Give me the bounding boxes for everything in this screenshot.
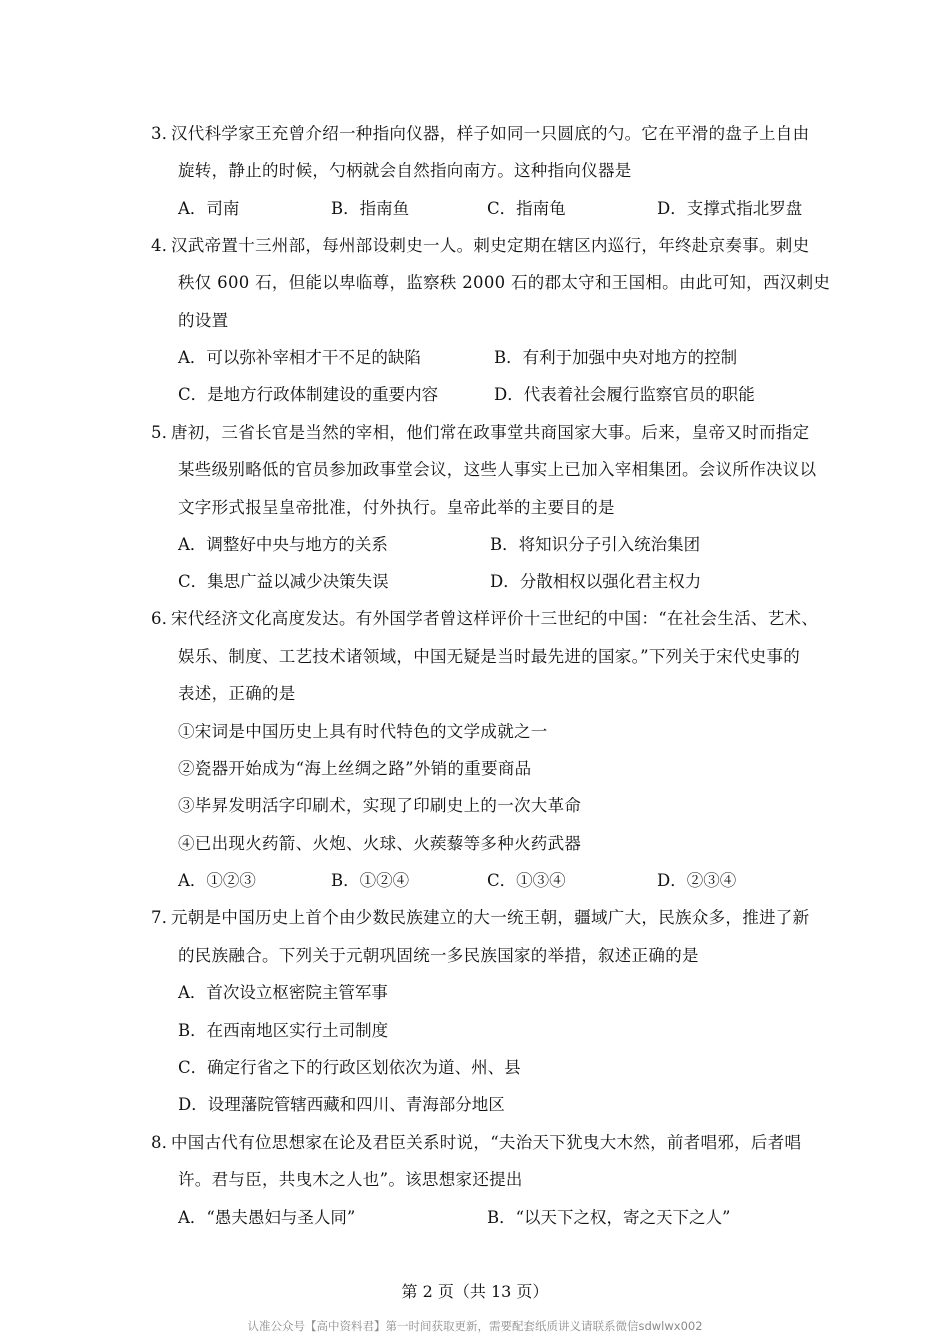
question-7-option-b: B．在西南地区实行土司制度 xyxy=(178,1021,389,1040)
question-4-option-a: A．可以弥补宰相才干不足的缺陷 xyxy=(178,348,421,367)
question-5-option-b: B．将知识分子引入统治集团 xyxy=(490,535,701,554)
question-3-stem-line-1: 3．汉代科学家王充曾介绍一种指向仪器，样子如同一只圆底的勺。它在平滑的盘子上自由 xyxy=(151,124,810,143)
question-6-stem-line-1: 6．宋代经济文化高度发达。有外国学者曾这样评价十三世纪的中国：“在社会生活、艺术、 xyxy=(151,609,819,628)
question-8-number: 8． xyxy=(151,1133,179,1152)
question-6-item-1: ①宋词是中国历史上具有时代特色的文学成就之一 xyxy=(178,722,548,741)
question-6-item-3: ③毕昇发明活字印刷术，实现了印刷史上的一次大革命 xyxy=(178,796,582,815)
question-7-option-d: D．设理藩院管辖西藏和四川、青海部分地区 xyxy=(178,1095,505,1114)
question-5-number: 5． xyxy=(151,423,179,442)
question-3-option-a: A．司南 xyxy=(178,199,240,218)
question-3-number: 3． xyxy=(151,124,179,143)
question-6-stem-line-3: 表述，正确的是 xyxy=(178,684,296,703)
question-6-number: 6． xyxy=(151,609,179,628)
question-7-option-a: A．首次设立枢密院主管军事 xyxy=(178,983,388,1002)
page-number-footer: 第 2 页（共 13 页） xyxy=(401,1282,549,1301)
question-5-stem-line-1: 5．唐初，三省长官是当然的宰相，他们常在政事堂共商国家大事。后来，皇帝又时而指定 xyxy=(151,423,810,442)
question-6-option-d: D．②③④ xyxy=(657,871,737,890)
watermark-text: 认准公众号【高中资料君】第一时间获取更新，需要配套纸质讲义请联系微信sdwlwx002 xyxy=(247,1319,703,1333)
question-3-option-b: B．指南鱼 xyxy=(331,199,410,218)
question-8-option-a: A．“愚夫愚妇与圣人同” xyxy=(178,1208,356,1227)
question-6-option-b: B．①②④ xyxy=(331,871,410,890)
question-4-option-d: D．代表着社会履行监察官员的职能 xyxy=(494,385,755,404)
question-4-stem-line-2: 秩仅 600 石，但能以卑临尊，监察秩 2000 石的郡太守和王国相。由此可知，西汉刺史 xyxy=(178,273,831,292)
question-7-stem-line-1: 7．元朝是中国历史上首个由少数民族建立的大一统王朝，疆域广大，民族众多，推进了新 xyxy=(151,908,810,927)
question-7-number: 7． xyxy=(151,908,179,927)
question-6-item-4: ④已出现火药箭、火炮、火球、火蒺藜等多种火药武器 xyxy=(178,834,582,853)
question-5-option-d: D．分散相权以强化君主权力 xyxy=(490,572,702,591)
question-8-stem-line-1: 8．中国古代有位思想家在论及君臣关系时说，“夫治天下犹曳大木然，前者唱邪，后者唱 xyxy=(151,1133,802,1152)
question-4-number: 4． xyxy=(151,236,179,255)
question-4-stem-line-3: 的设置 xyxy=(178,311,229,330)
question-8-stem-line-2: 许。君与臣，共曳木之人也”。该思想家还提出 xyxy=(178,1170,523,1189)
question-7-option-c: C．确定行省之下的行政区划依次为道、州、县 xyxy=(178,1058,521,1077)
question-7-stem-line-2: 的民族融合。下列关于元朝巩固统一多民族国家的举措，叙述正确的是 xyxy=(178,946,699,965)
question-5-option-c: C．集思广益以减少决策失误 xyxy=(178,572,389,591)
question-3-option-c: C．指南龟 xyxy=(487,199,566,218)
question-4-option-b: B．有利于加强中央对地方的控制 xyxy=(494,348,738,367)
question-5-stem-line-3: 文字形式报呈皇帝批准，付外执行。皇帝此举的主要目的是 xyxy=(178,498,615,517)
question-4-stem-line-1: 4．汉武帝置十三州部，每州部设刺史一人。刺史定期在辖区内巡行，年终赴京奏事。刺史 xyxy=(151,236,810,255)
question-6-stem-line-2: 娱乐、制度、工艺技术诸领域，中国无疑是当时最先进的国家。”下列关于宋代史事的 xyxy=(178,647,801,666)
question-3-stem-line-2: 旋转，静止的时候，勺柄就会自然指向南方。这种指向仪器是 xyxy=(178,161,632,180)
question-4-option-c: C．是地方行政体制建设的重要内容 xyxy=(178,385,439,404)
question-5-option-a: A．调整好中央与地方的关系 xyxy=(178,535,388,554)
question-6-item-2: ②瓷器开始成为“海上丝绸之路”外销的重要商品 xyxy=(178,759,532,778)
question-8-option-b: B．“以天下之权，寄之天下之人” xyxy=(487,1208,731,1227)
question-6-option-c: C．①③④ xyxy=(487,871,566,890)
question-3-option-d: D．支撑式指北罗盘 xyxy=(657,199,803,218)
question-5-stem-line-2: 某些级别略低的官员参加政事堂会议，这些人事实上已加入宰相集团。会议所作决议以 xyxy=(178,460,817,479)
question-6-option-a: A．①②③ xyxy=(178,871,256,890)
